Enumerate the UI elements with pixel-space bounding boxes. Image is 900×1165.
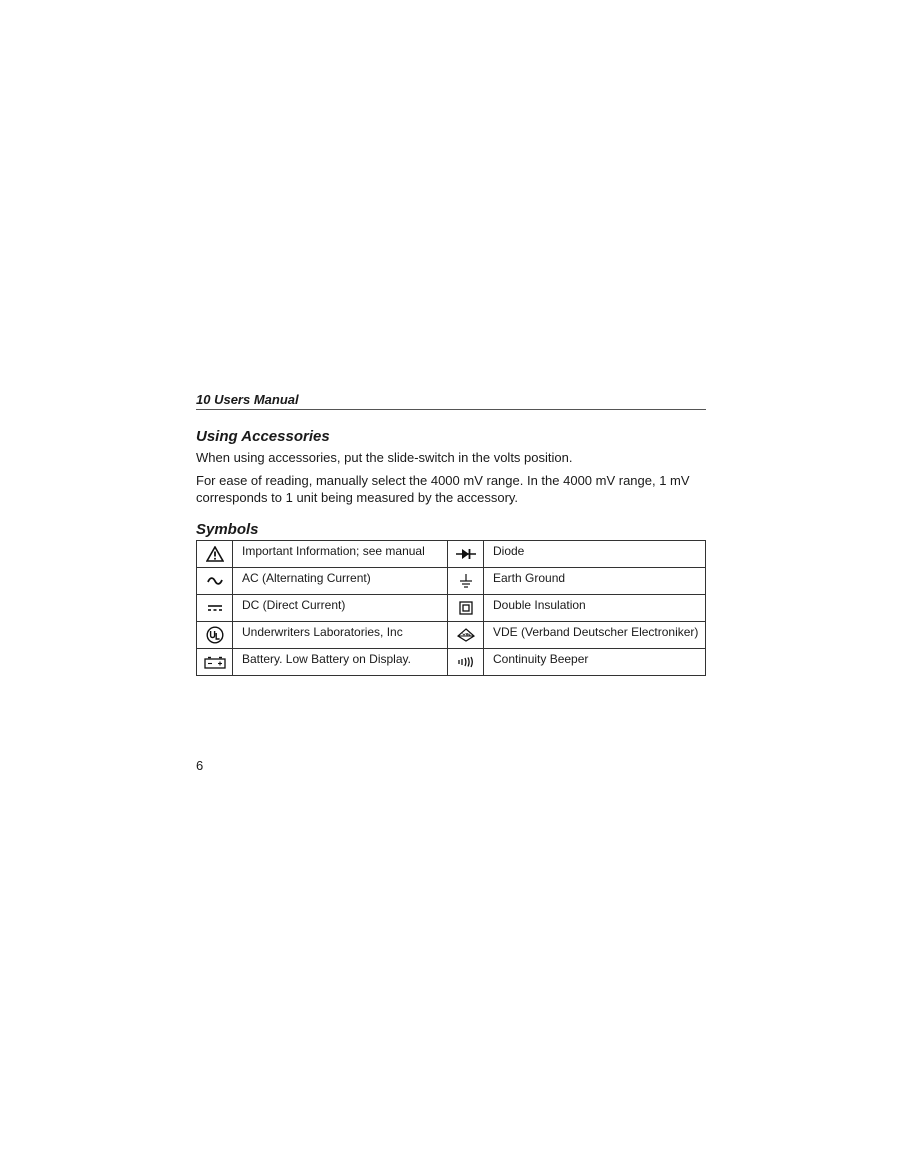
symbol-cell	[448, 568, 484, 595]
symbol-cell	[448, 649, 484, 676]
symbol-cell	[197, 541, 233, 568]
table-row	[197, 541, 706, 568]
earth-ground-icon	[459, 573, 473, 589]
symbol-description: Diode	[484, 541, 706, 568]
double-insulation-icon	[459, 601, 473, 615]
ac-wave-icon	[207, 576, 223, 586]
symbol-description: Battery. Low Battery on Display.	[233, 649, 448, 676]
warning-triangle-icon	[206, 546, 224, 562]
manual-page	[196, 0, 706, 1165]
dc-icon	[207, 603, 223, 613]
symbol-cell	[197, 568, 233, 595]
symbol-cell	[448, 595, 484, 622]
battery-icon	[204, 656, 226, 669]
section-title-using-accessories: Using Accessories	[196, 428, 330, 445]
header-rule	[196, 409, 706, 410]
accessories-paragraph-1: When using accessories, put the slide-switch in the volts position.	[196, 450, 573, 465]
accessories-paragraph-2: For ease of reading, manually select the 4000 mV range. In the 4000 mV range, 1 mV corresponds to 1 unit being measured by the accessory.	[196, 473, 690, 505]
diode-icon	[456, 548, 476, 560]
table-row	[197, 622, 706, 649]
symbol-cell	[448, 622, 484, 649]
symbol-description: AC (Alternating Current)	[233, 568, 448, 595]
symbol-description: Continuity Beeper	[484, 649, 706, 676]
symbols-table	[196, 540, 706, 676]
ul-listing-icon	[206, 626, 224, 644]
running-header: 10 Users Manual	[196, 392, 299, 407]
symbol-cell	[197, 622, 233, 649]
vde-mark-icon	[457, 628, 475, 642]
symbol-description: DC (Direct Current)	[233, 595, 448, 622]
page-number: 6	[196, 758, 204, 773]
symbol-description: Underwriters Laboratories, Inc	[233, 622, 448, 649]
symbol-description: VDE (Verband Deutscher Electroniker)	[484, 622, 706, 649]
symbol-description: Double Insulation	[484, 595, 706, 622]
symbol-cell	[448, 541, 484, 568]
symbol-description: Earth Ground	[484, 568, 706, 595]
symbol-cell	[197, 649, 233, 676]
continuity-beeper-icon	[457, 656, 475, 668]
symbol-cell	[197, 595, 233, 622]
table-row	[197, 595, 706, 622]
symbol-description: Important Information; see manual	[233, 541, 448, 568]
table-row	[197, 568, 706, 595]
section-title-symbols: Symbols	[196, 521, 259, 538]
table-row	[197, 649, 706, 676]
